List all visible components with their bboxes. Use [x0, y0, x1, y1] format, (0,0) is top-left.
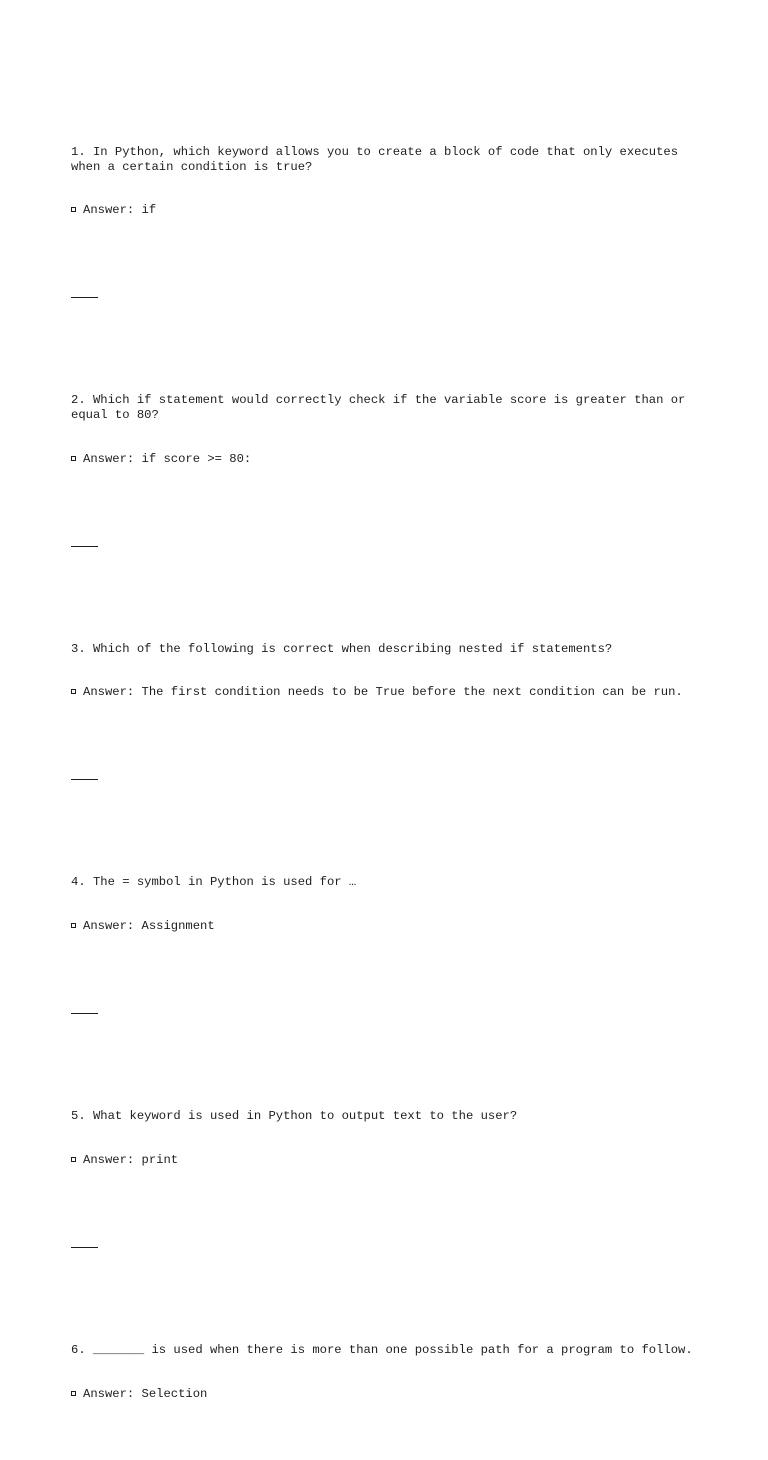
- question-text: 6. _______ is used when there is more than one possible path for a program to follow.: [71, 1342, 693, 1357]
- checkbox-icon: [71, 456, 76, 461]
- question-text: 1. In Python, which keyword allows you to create a block of code that only executes when a certain condition is true?: [71, 144, 686, 174]
- checkbox-icon: [71, 207, 76, 212]
- answer-line: [71, 685, 711, 700]
- qa-item-1: [71, 116, 711, 247]
- answer-text: Answer: Assignment: [83, 919, 215, 934]
- answer-line: [71, 1153, 711, 1168]
- answer-line: [71, 203, 711, 218]
- separator-line: [71, 546, 98, 547]
- question-text: 2. Which if statement would correctly check if the variable score is greater than or equal to 80?: [71, 393, 693, 422]
- qa-item-6: [71, 1314, 711, 1431]
- qa-item-3: [71, 612, 711, 729]
- qa-item-4: [71, 846, 711, 963]
- answer-line: [71, 919, 711, 934]
- separator-line: [71, 1247, 98, 1248]
- checkbox-icon: [71, 689, 76, 694]
- answer-text: Answer: if: [83, 203, 157, 218]
- answer-text: Answer: print: [83, 1152, 179, 1167]
- answer-line: [71, 1387, 711, 1402]
- checkbox-icon: [71, 1157, 76, 1162]
- answer-text: Answer: Selection: [83, 1386, 208, 1401]
- answer-text: Answer: The first condition needs to be True before the next condition can be run.: [83, 685, 683, 700]
- question-text: 4. The = symbol in Python is used for …: [71, 875, 357, 890]
- separator-line: [71, 779, 98, 780]
- document-body: [71, 72, 711, 1460]
- checkbox-icon: [71, 923, 76, 928]
- separator-line: [71, 1013, 98, 1014]
- qa-item-2: [71, 364, 711, 495]
- checkbox-icon: [71, 1391, 76, 1396]
- answer-line: [71, 452, 711, 467]
- question-text: 5. What keyword is used in Python to output text to the user?: [71, 1109, 518, 1124]
- question-text: 3. Which of the following is correct when describing nested if statements?: [71, 641, 613, 656]
- answer-text: Answer: if score >= 80:: [83, 451, 252, 466]
- qa-item-5: [71, 1080, 711, 1197]
- separator-line: [71, 297, 98, 298]
